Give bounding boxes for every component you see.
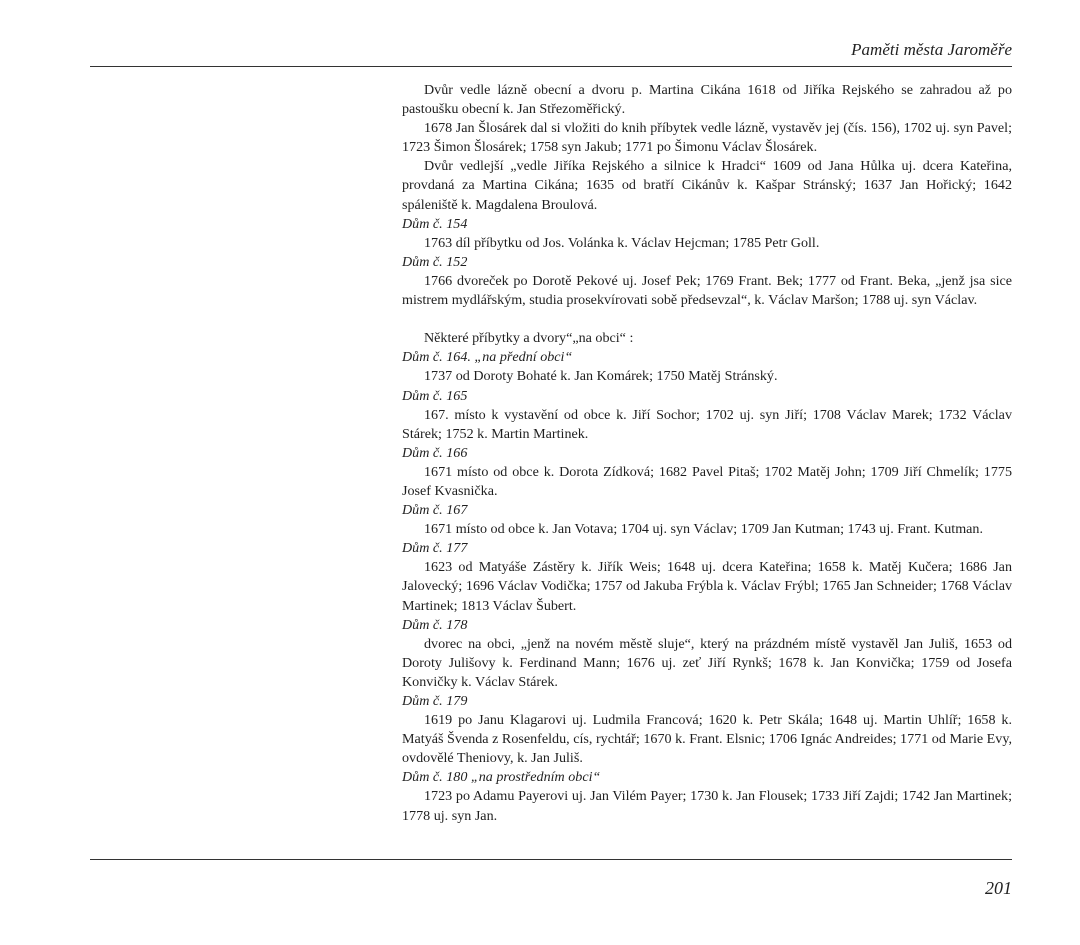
- body-paragraph: 167. místo k vystavění od obce k. Jiří Sochor; 1702 uj. syn Jiří; 1708 Václav Marek; 1732 Václav Stárek; 1752 k. Martin Martinek.: [402, 406, 1012, 442]
- body-paragraph: Dvůr vedle lázně obecní a dvoru p. Martina Cikána 1618 od Jiříka Rejského se zahradou až po pastoušku obecní k. Jan Střezoměřický.: [402, 82, 1012, 118]
- page-number: 201: [985, 878, 1012, 898]
- house-heading: Dům č. 167: [402, 502, 468, 519]
- body-paragraph: 1619 po Janu Klagarovi uj. Ludmila Francová; 1620 k. Petr Skála; 1648 uj. Martin Uhlíř; 1658 k. Matyáš Švenda z Rosenfeldu, cís, rychtář; 1670 k. Frant. Elsnic; 1706 Ignác Andreides; 1771 od Marie Evy, ovdovělé Theniovy, k. Jan Juliš.: [402, 712, 1012, 767]
- body-paragraph: 1766 dvoreček po Dorotě Pekové uj. Josef Pek; 1769 Frant. Bek; 1777 od Frant. Beka, „jenž jsa sice mistrem mydlářským, studia prosekvírovati sobě předsevzal“, k. Václav Maršon; 1788 uj. syn Václav.: [402, 272, 1012, 309]
- body-paragraph: 1723 po Adamu Payerovi uj. Jan Vilém Payer; 1730 k. Jan Flousek; 1733 Jiří Zajdi; 1742 Jan Martinek; 1778 uj. syn Jan.: [402, 788, 1012, 824]
- body-paragraph: 1678 Jan Šlosárek dal si vložiti do knih příbytek vedle lázně, vystavěv jej (čís. 156), 1702 uj. syn Pavel; 1723 Šimon Šlosárek; 1758 syn Jakub; 1771 po Šimonu Václav Šlosárek.: [402, 120, 1012, 156]
- body-paragraph: 1623 od Matyáše Zástěry k. Jiřík Weis; 1648 uj. dcera Kateřina; 1658 k. Matěj Kučera; 1686 Jan Jalovecký; 1696 Václav Vodička; 1757 od Jakuba Frýbla k. Václav Frýbl; 1765 Jan Schneider; 1768 Václav Martinek; 1813 Václav Šubert.: [402, 559, 1012, 614]
- house-heading: Dům č. 177: [402, 540, 468, 557]
- house-heading: Dům č. 152: [402, 253, 468, 270]
- body-paragraph: 1671 místo od obce k. Jan Votava; 1704 uj. syn Václav; 1709 Jan Kutman; 1743 uj. Frant. Kutman.: [424, 521, 984, 538]
- body-paragraph: Dvůr vedlejší „vedle Jiříka Rejského a silnice k Hradci“ 1609 od Jana Hůlka uj. dcera Kateřina, provdaná za Martina Cikána; 1635 od bratří Cikánův k. Kašpar Stránský; 1637 Jan Hořický; 1642 spáleniště k. Magdalena Broulová.: [402, 158, 1012, 213]
- body-paragraph: Některé příbytky a dvory“„na obci“ :: [424, 330, 634, 347]
- house-heading: Dům č. 154: [402, 215, 468, 232]
- body-paragraph: 1671 místo od obce k. Dorota Zídková; 1682 Pavel Pitaš; 1702 Matěj John; 1709 Jiří Chmelík; 1775 Josef Kvasnička.: [402, 463, 1012, 499]
- house-heading: Dům č. 164. „na přední obci“: [402, 349, 573, 366]
- house-heading: Dům č. 178: [402, 616, 468, 633]
- page-body: [402, 81, 1012, 826]
- running-header-title: Paměti města Jaroměře: [851, 40, 1012, 59]
- header-rule: [90, 66, 1012, 67]
- body-paragraph: 1737 od Doroty Bohaté k. Jan Komárek; 1750 Matěj Stránský.: [424, 368, 778, 385]
- house-heading: Dům č. 166: [402, 444, 468, 461]
- house-heading: Dům č. 165: [402, 387, 468, 404]
- house-heading: Dům č. 180 „na prostředním obci“: [402, 769, 601, 786]
- body-paragraph: dvorec na obci, „jenž na novém městě sluje“, který na prázdném místě vystavěl Jan Juliš, 1653 od Doroty Julišovy k. Ferdinand Mann; 1676 uj. zeť Jiří Rynkš; 1678 k. Jan Konvička; 1759 od Josefa Konvičky k. Václav Stárek.: [402, 635, 1012, 690]
- paragraph-gap: [402, 310, 1012, 329]
- body-paragraph: 1763 díl příbytku od Jos. Volánka k. Václav Hejcman; 1785 Petr Goll.: [424, 234, 820, 251]
- footer-rule: [90, 859, 1012, 860]
- house-heading: Dům č. 179: [402, 693, 468, 709]
